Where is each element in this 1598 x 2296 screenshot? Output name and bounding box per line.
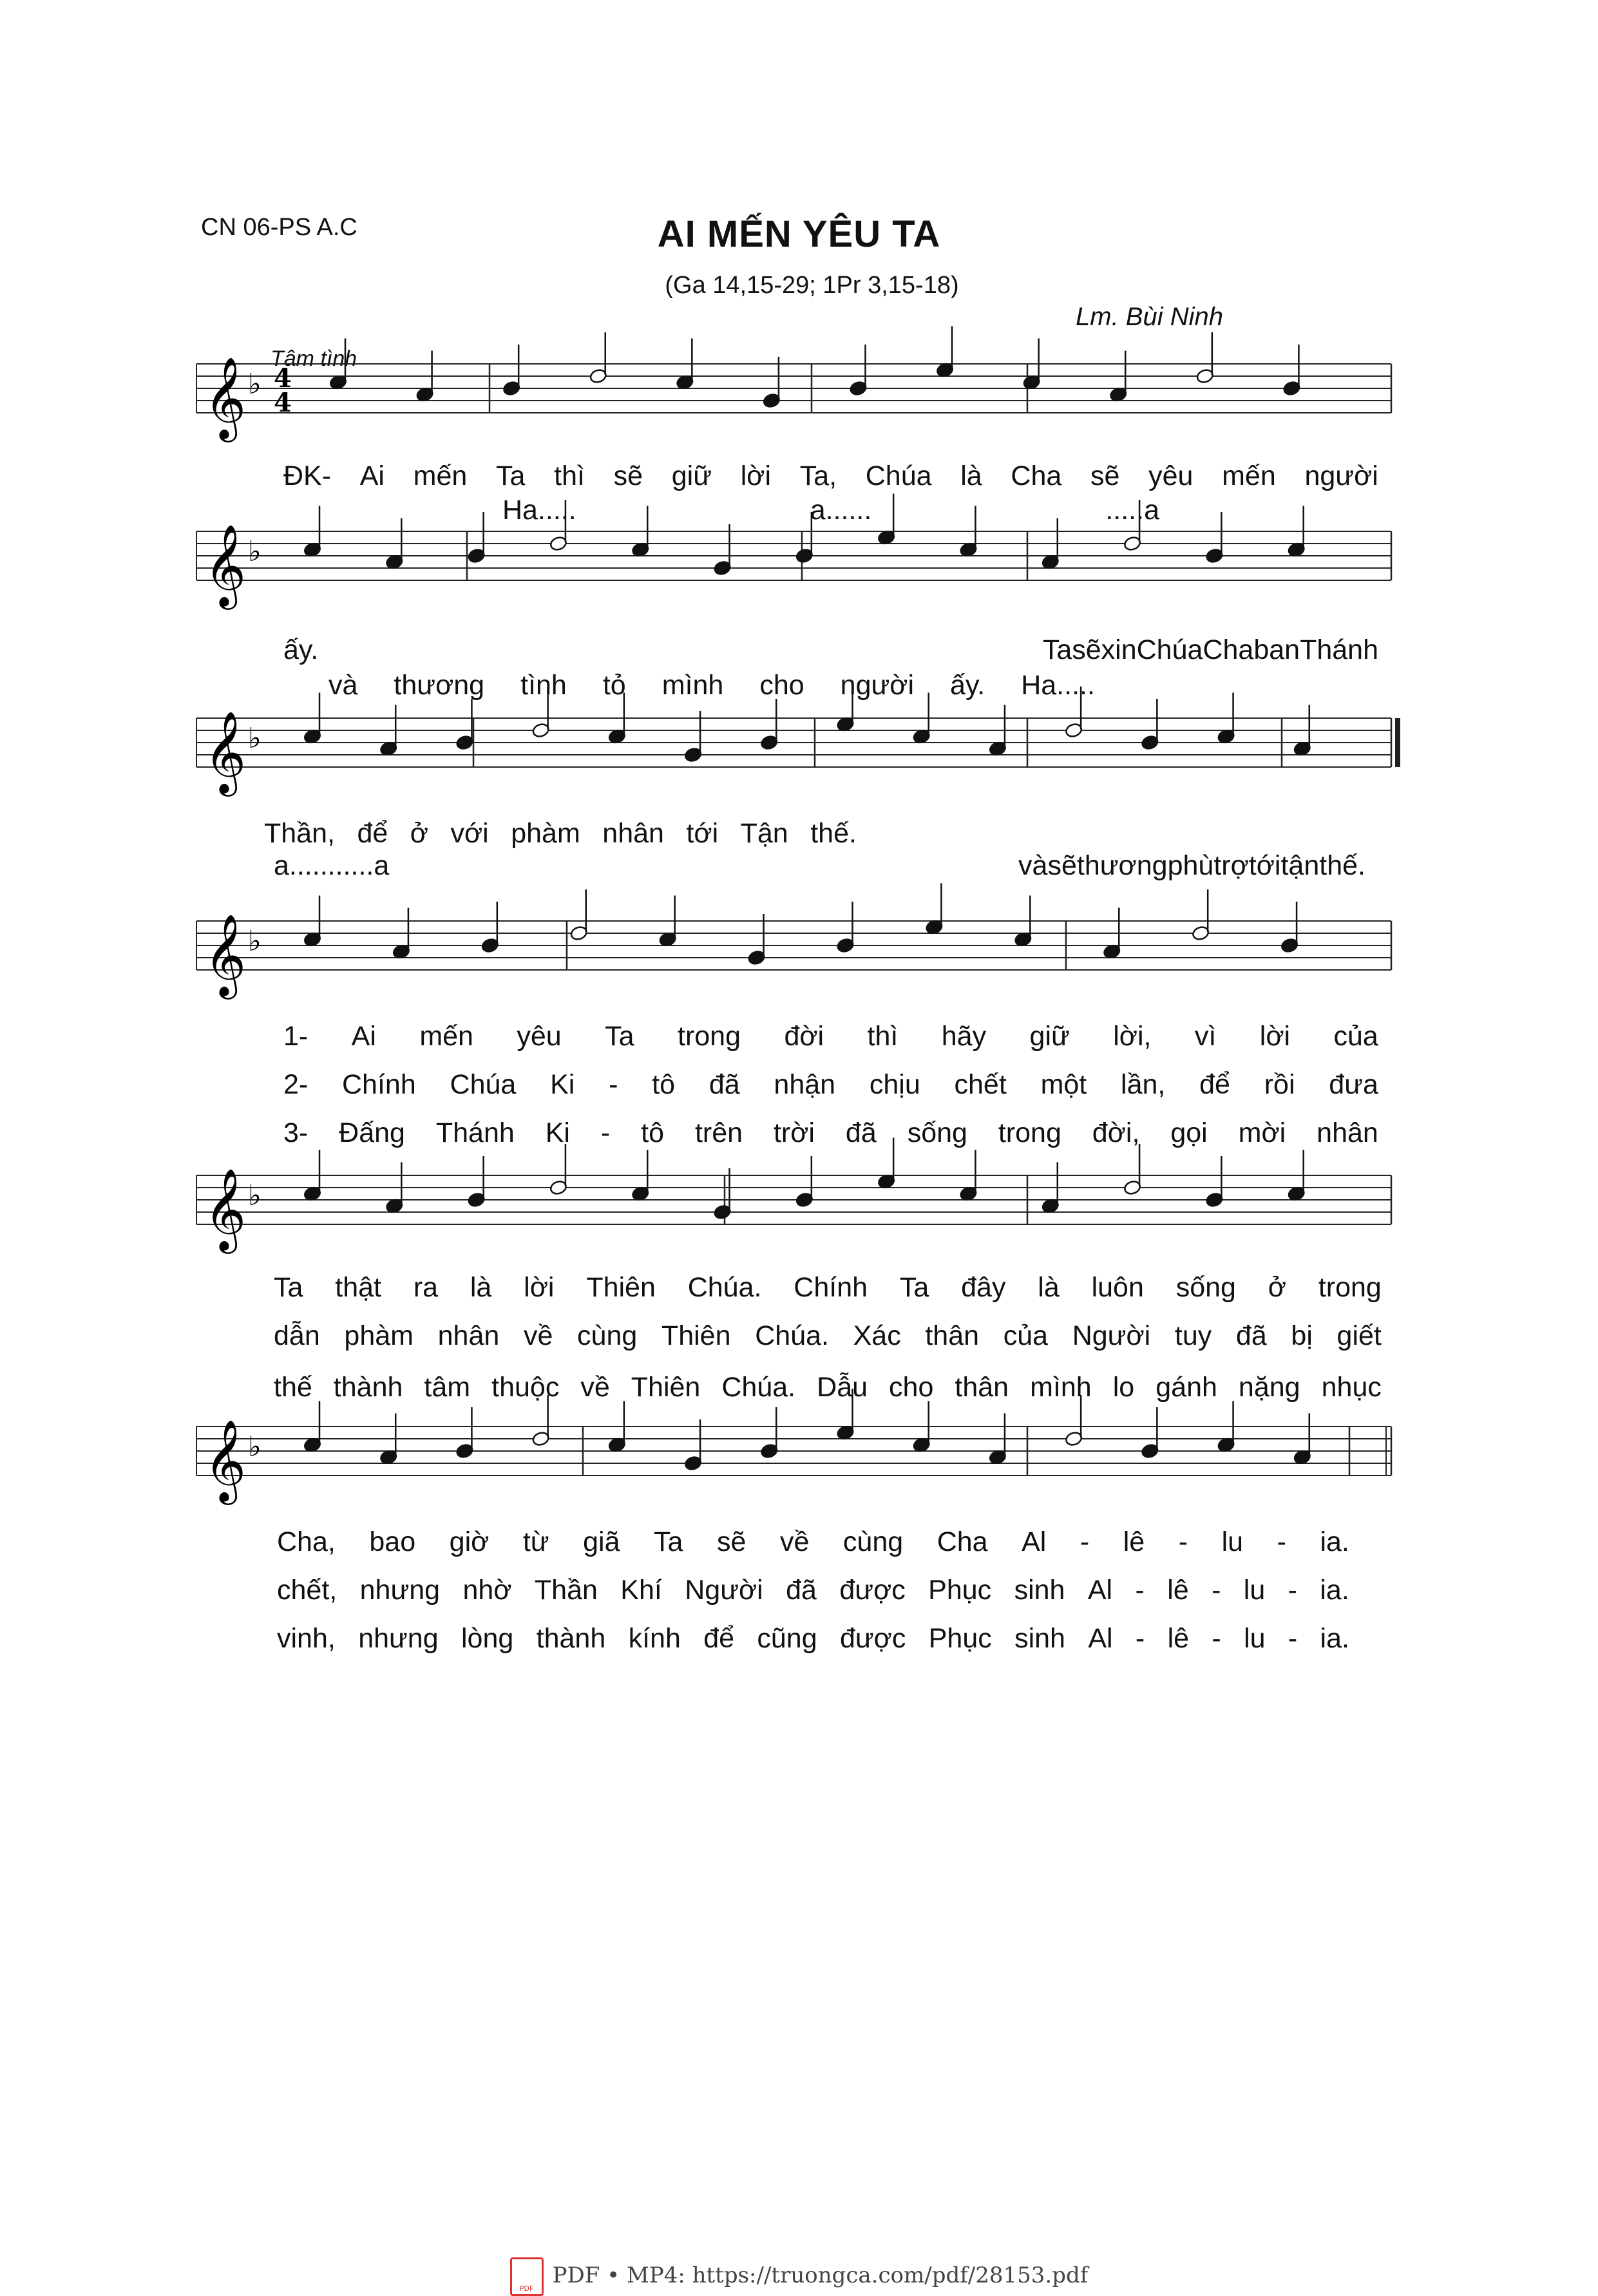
lyric-word: Al: [1087, 1575, 1113, 1606]
time-signature: 4: [274, 363, 292, 394]
treble-clef: 𝄞: [204, 356, 247, 439]
lyric-word: sinh: [1014, 1623, 1065, 1654]
lyric-word: là: [960, 460, 982, 491]
lyric-line: [283, 1021, 1378, 1052]
lyric-word: là: [1038, 1272, 1060, 1303]
treble-clef: 𝄞: [204, 913, 247, 996]
lyric-word: sẽ: [1090, 460, 1120, 491]
lyric-word: tới: [1248, 850, 1281, 881]
lyric-word: -: [609, 1069, 618, 1100]
song-code: CN 06-PS A.C: [201, 214, 357, 241]
lyric-word: Thần,: [264, 818, 335, 849]
lyric-word: giữ: [671, 460, 712, 491]
lyric-word: thuộc: [491, 1372, 560, 1403]
lyric-word: đã: [786, 1575, 817, 1606]
treble-clef: 𝄞: [204, 710, 247, 793]
lyric-word: thương: [394, 670, 485, 701]
lyric-word: Ha.....: [1021, 670, 1095, 701]
lyric-word: nhưng: [359, 1575, 441, 1606]
lyric-word: Thiên: [631, 1372, 701, 1403]
lyric-word: về: [523, 1320, 553, 1351]
lyric-word: người: [840, 670, 915, 701]
song-title: AI MẾN YÊU TA: [657, 213, 941, 255]
lyric-word: đời: [784, 1021, 824, 1052]
lyric-word: Chính: [342, 1069, 416, 1100]
lyric-word: về: [580, 1372, 610, 1403]
lyric-line: [283, 1117, 1378, 1149]
lyric-line: [328, 670, 1095, 701]
lyric-word: Chúa.: [687, 1272, 762, 1303]
lyric-word: cho: [889, 1372, 934, 1403]
lyric-word: mến: [1222, 460, 1276, 491]
lyric-word: lòng: [461, 1623, 514, 1654]
lyric-word: thế.: [810, 818, 857, 849]
lyric-word: được: [839, 1575, 906, 1606]
lyric-word: đưa: [1329, 1069, 1378, 1100]
lyric-word: của: [1003, 1320, 1049, 1351]
lyric-word: tuy: [1174, 1320, 1212, 1351]
lyric-word: trong: [998, 1117, 1061, 1148]
lyric-word: Ta: [899, 1272, 929, 1303]
lyric-word: -: [1288, 1575, 1297, 1606]
lyric-word: tâm: [424, 1372, 471, 1403]
lyric-word: a......: [810, 495, 872, 526]
lyric-line: [277, 1575, 1349, 1606]
lyric-word: và: [328, 670, 358, 701]
lyric-word: nhân: [437, 1320, 500, 1351]
lyric-word: thật: [335, 1272, 381, 1303]
lyric-word: tới: [686, 818, 719, 849]
lyric-word: ra: [413, 1272, 439, 1303]
flat-sign: ♭: [248, 1430, 262, 1463]
lyric-word: nhân: [602, 818, 664, 849]
lyric-word: Thánh: [1300, 634, 1378, 665]
time-signature: 4: [274, 388, 292, 418]
lyric-word: Ta: [654, 1526, 683, 1557]
lyric-word: 2-: [283, 1069, 309, 1100]
lyric-word: mình: [661, 670, 724, 701]
lyric-word: Phục: [928, 1575, 992, 1606]
lyric-word: nhưng: [358, 1623, 439, 1654]
lyric-word: Ta: [1042, 634, 1072, 665]
lyric-word: tỏ: [602, 670, 626, 701]
lyric-word: lu: [1221, 1526, 1244, 1557]
lyric-word: trong: [678, 1021, 741, 1052]
lyric-word: phàm: [344, 1320, 414, 1351]
lyric-word: Chúa.: [721, 1372, 796, 1403]
lyric-line: [283, 460, 1378, 492]
lyric-word: a......: [274, 850, 336, 881]
lyric-word: tô: [641, 1117, 665, 1148]
lyric-word: .....a: [335, 850, 390, 881]
lyric-word: người: [1304, 460, 1378, 491]
lyric-word: thế: [274, 1372, 312, 1403]
lyric-word: Chúa: [450, 1069, 517, 1100]
lyric-word: lo: [1112, 1372, 1135, 1403]
lyric-line: [277, 1623, 1349, 1655]
lyric-word: mời: [1238, 1117, 1286, 1148]
lyric-line: [274, 1272, 1382, 1304]
lyric-word: Cha,: [277, 1526, 336, 1557]
lyric-word: mình: [1030, 1372, 1092, 1403]
lyric-line: [264, 818, 857, 849]
lyric-word: Ha.....: [502, 495, 576, 526]
lyric-word: thân: [955, 1372, 1009, 1403]
lyric-word: sẽ: [1047, 850, 1077, 881]
lyric-word: -: [1135, 1623, 1145, 1654]
lyric-word: ia.: [1320, 1526, 1349, 1557]
lyric-word: Người: [685, 1575, 763, 1606]
lyric-word: Xác: [853, 1320, 901, 1351]
lyric-word: là: [470, 1272, 492, 1303]
lyric-word: thành: [536, 1623, 606, 1654]
footer: [0, 2257, 1598, 2296]
lyric-word: lời,: [1113, 1021, 1152, 1052]
lyric-word: Người: [1072, 1320, 1151, 1351]
lyric-word: sống: [907, 1117, 967, 1148]
composer: Lm. Bùi Ninh: [1076, 303, 1223, 331]
lyric-word: luôn: [1091, 1272, 1144, 1303]
lyric-word: gọi: [1170, 1117, 1208, 1148]
lyric-word: Ai: [351, 1021, 376, 1052]
lyric-word: trên: [694, 1117, 743, 1148]
lyric-word: lê: [1167, 1623, 1190, 1654]
treble-clef: 𝄞: [204, 524, 247, 606]
lyric-word: phàm: [511, 818, 580, 849]
lyric-word: chịu: [869, 1069, 920, 1100]
lyric-word: dẫn: [274, 1320, 320, 1351]
lyric-word: lời: [740, 460, 771, 491]
lyric-word: Chính: [794, 1272, 868, 1303]
lyric-word: một: [1040, 1069, 1087, 1100]
lyric-word: thân: [925, 1320, 980, 1351]
lyric-word: tận: [1280, 850, 1320, 881]
lyric-word: được: [839, 1623, 906, 1654]
treble-clef: 𝄞: [204, 1419, 247, 1501]
lyric-word: Ta: [605, 1021, 634, 1052]
lyric-word: và: [1018, 850, 1048, 881]
lyric-word: giã: [583, 1526, 620, 1557]
lyric-word: Dẫu: [817, 1372, 868, 1403]
lyric-word: .....a: [1105, 495, 1159, 526]
lyric-word: để: [357, 818, 388, 849]
lyric-word: -: [1178, 1526, 1188, 1557]
lyric-word: lê: [1123, 1526, 1145, 1557]
lyric-word: ở: [1268, 1272, 1286, 1303]
lyric-word: rồi: [1264, 1069, 1295, 1100]
lyric-word: -: [1135, 1575, 1145, 1606]
lyric-word: nhờ: [462, 1575, 512, 1606]
lyric-word: thành: [333, 1372, 403, 1403]
lyric-word: của: [1333, 1021, 1378, 1052]
lyric-word: để: [703, 1623, 735, 1654]
lyric-word: đã: [845, 1117, 877, 1148]
lyric-word: Khí: [620, 1575, 662, 1606]
pdf-icon[interactable]: PDF: [510, 2257, 544, 2296]
lyric-word: Ki: [550, 1069, 575, 1100]
lyric-word: ấy.: [283, 634, 319, 665]
lyric-word: thì: [867, 1021, 899, 1052]
lyric-word: -: [1288, 1623, 1298, 1654]
lyric-word: với: [450, 818, 489, 849]
lyric-word: lê: [1167, 1575, 1189, 1606]
lyric-word: nhục: [1321, 1372, 1382, 1403]
lyric-word: -: [600, 1117, 611, 1148]
lyric-word: lời: [524, 1272, 555, 1303]
lyric-word: nặng: [1238, 1372, 1300, 1403]
lyric-word: thì: [554, 460, 585, 491]
lyric-word: Al: [1088, 1623, 1113, 1654]
lyric-word: nhận: [774, 1069, 836, 1100]
lyric-word: 1-: [283, 1021, 309, 1052]
lyric-word: phù: [1167, 850, 1214, 881]
lyric-word: vì: [1194, 1021, 1217, 1052]
lyric-word: sẽ: [717, 1526, 747, 1557]
lyric-word: lu: [1244, 1623, 1266, 1654]
lyric-word: -: [1080, 1526, 1090, 1557]
lyric-word: Ai: [359, 460, 385, 491]
lyric-word: sống: [1175, 1272, 1236, 1303]
lyric-word: từ: [522, 1526, 549, 1557]
lyric-word: Ta,: [799, 460, 837, 491]
lyric-word: sẽ: [1072, 634, 1101, 665]
lyric-word: vinh,: [277, 1623, 336, 1654]
lyric-word: Cha: [937, 1526, 988, 1557]
lyric-word: giữ: [1029, 1021, 1070, 1052]
lyric-word: để: [1199, 1069, 1230, 1100]
lyric-word: -: [1212, 1575, 1221, 1606]
lyric-word: Thiên: [661, 1320, 731, 1351]
lyric-word: 3-: [283, 1117, 309, 1148]
lyric-word: hãy: [941, 1021, 987, 1052]
lyric-word: Ta: [274, 1272, 303, 1303]
footer-link[interactable]: PDF • MP4: https://truongca.com/pdf/28153.pdf: [552, 2263, 1089, 2288]
lyric-word: Ta: [496, 460, 526, 491]
lyric-word: kính: [628, 1623, 681, 1654]
lyric-word: yêu: [1148, 460, 1194, 491]
lyric-word: ĐK-: [283, 460, 332, 491]
treble-clef: 𝄞: [204, 1168, 247, 1250]
lyric-word: Cha: [1203, 634, 1254, 665]
lyric-word: trời: [773, 1117, 815, 1148]
lyric-word: cho: [759, 670, 804, 701]
lyric-word: -: [1212, 1623, 1221, 1654]
lyric-word: Chúa.: [755, 1320, 829, 1351]
lyric-word: sinh: [1014, 1575, 1065, 1606]
lyric-word: chết,: [277, 1575, 338, 1606]
lyric-word: Thiên: [586, 1272, 656, 1303]
flat-sign: ♭: [248, 368, 262, 401]
lyric-word: gánh: [1156, 1372, 1217, 1403]
lyric-line: [502, 495, 1159, 526]
lyric-word: trợ: [1213, 850, 1249, 881]
lyric-line: [274, 1320, 1382, 1352]
lyric-word: Thánh: [435, 1117, 515, 1148]
lyric-word: giờ: [449, 1526, 490, 1557]
lyric-word: Al: [1022, 1526, 1047, 1557]
flat-sign: ♭: [248, 722, 262, 755]
lyric-word: Chúa: [865, 460, 932, 491]
scripture-reference: (Ga 14,15-29; 1Pr 3,15-18): [665, 272, 959, 299]
lyric-line: [283, 634, 1378, 666]
lyric-line: [283, 1069, 1378, 1101]
lyric-word: xin: [1101, 634, 1137, 665]
lyric-word: Thần: [534, 1575, 598, 1606]
lyric-word: giết: [1336, 1320, 1382, 1351]
lyric-word: Tận: [740, 818, 788, 849]
lyric-word: đã: [709, 1069, 740, 1100]
lyric-word: bị: [1291, 1320, 1313, 1351]
flat-sign: ♭: [248, 535, 262, 568]
lyric-word: ia.: [1320, 1575, 1349, 1606]
lyric-word: Đấng: [339, 1117, 405, 1148]
lyric-word: tình: [520, 670, 567, 701]
lyric-word: mến: [419, 1021, 473, 1052]
lyric-word: lu: [1243, 1575, 1266, 1606]
tempo-marking: Tâm tình: [271, 346, 357, 371]
lyric-line: [274, 1372, 1382, 1403]
lyric-word: cũng: [757, 1623, 817, 1654]
lyric-word: cùng: [842, 1526, 904, 1557]
lyric-word: thương: [1076, 850, 1168, 881]
lyric-word: ấy.: [950, 670, 985, 701]
lyric-word: cùng: [577, 1320, 638, 1351]
lyric-word: Chúa: [1136, 634, 1203, 665]
lyric-word: bao: [369, 1526, 416, 1557]
lyric-word: ia.: [1320, 1623, 1349, 1654]
lyric-line: [277, 1526, 1349, 1558]
lyric-word: thế.: [1319, 850, 1365, 881]
lyric-word: -: [1277, 1526, 1286, 1557]
flat-sign: ♭: [248, 925, 262, 958]
lyric-word: tô: [652, 1069, 676, 1100]
lyric-word: yêu: [517, 1021, 562, 1052]
lyric-word: đây: [961, 1272, 1006, 1303]
lyric-word: chết: [954, 1069, 1007, 1100]
lyric-word: lời: [1259, 1021, 1291, 1052]
flat-sign: ♭: [248, 1179, 262, 1212]
lyric-word: mến: [413, 460, 468, 491]
lyric-word: ban: [1253, 634, 1300, 665]
lyric-word: đã: [1235, 1320, 1267, 1351]
lyric-word: trong: [1318, 1272, 1382, 1303]
lyric-word: ở: [410, 818, 428, 849]
lyric-word: nhân: [1317, 1117, 1378, 1148]
lyric-line: [274, 850, 1365, 882]
lyric-word: về: [779, 1526, 810, 1557]
lyric-word: Cha: [1011, 460, 1062, 491]
lyric-word: lần,: [1121, 1069, 1166, 1100]
lyric-word: sẽ: [613, 460, 643, 491]
lyric-word: Ki: [545, 1117, 570, 1148]
lyric-word: đời,: [1092, 1117, 1140, 1148]
lyric-word: Phục: [928, 1623, 992, 1654]
